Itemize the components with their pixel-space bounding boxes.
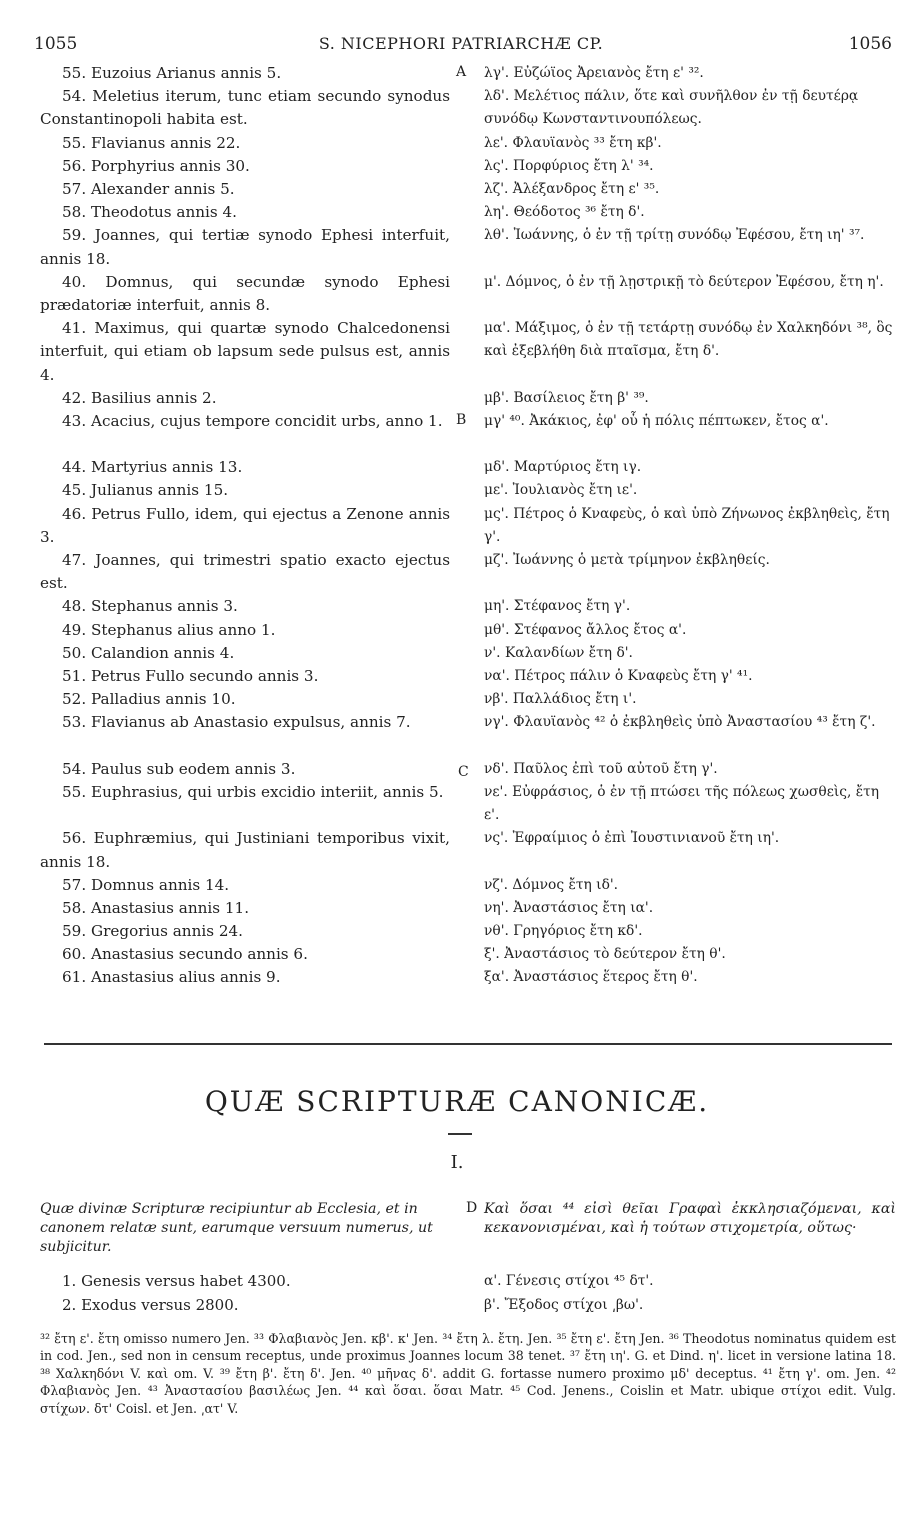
books-latin	[40, 1269, 452, 1317]
greek-entry: μβ'. Βασίλειος ἔτη β' ³⁹.	[484, 389, 649, 406]
greek-entry: λγ'. Εὐζώϊος Ἀρειανὸς ἔτη ε' ³².	[484, 65, 704, 81]
latin-entry: 49. Stephanus alius anno 1.	[62, 620, 276, 639]
margin-marker-b: B	[456, 412, 467, 428]
latin-entry: 41. Maximus, qui quartæ synodo Chalcedonensi interfuit, qui etiam ob lapsum sede pulsus est, annis 4.	[40, 319, 450, 384]
greek-entry: μς'. Πέτρος ὁ Κναφεὺς, ὁ καὶ ὑπὸ Ζήνωνος ἐκβληθεὶς, ἔτη γ'.	[484, 505, 890, 545]
greek-entry: λθ'. Ἰωάννης, ὁ ἐν τῇ τρίτῃ συνόδῳ Ἐφέσου, ἔτη ιη' ³⁷.	[484, 227, 865, 244]
greek-entry: μα'. Μάξιμος, ὁ ἐν τῇ τετάρτῃ συνόδῳ ἐν Χαλκηδόνι ³⁸, ὃς καὶ ἐξεβλήθη διὰ πταῖσμα, ἔτη δ'.	[484, 320, 893, 360]
greek-entry: λε'. Φλαυϊανὸς ³³ ἔτη κβ'.	[484, 134, 662, 151]
book-greek: α'. Γένεσις στίχοι ⁴⁵ δτ'.	[484, 1273, 654, 1289]
section-divider	[44, 1043, 892, 1045]
greek-entry: νε'. Εὐφράσιος, ὁ ἐν τῇ πτώσει τῆς πόλεως χωσθεὶς, ἔτη ε'.	[484, 783, 880, 824]
page-header	[30, 34, 892, 56]
greek-entry: ν'. Καλανδίων ἔτη δ'.	[484, 644, 633, 661]
greek-entry: λς'. Πορφύριος ἔτη λ' ³⁴.	[484, 157, 654, 174]
latin-entry: 51. Petrus Fullo secundo annis 3.	[62, 667, 319, 685]
greek-entry: νγ'. Φλαυϊανὸς ⁴² ὁ ἐκβληθεὶς ὑπὸ Ἀναστασίου ⁴³ ἔτη ζ'.	[484, 714, 876, 731]
latin-entry: 58. Theodotus annis 4.	[62, 203, 237, 222]
margin-marker-a: A	[456, 64, 467, 80]
latin-entry: 42. Basilius annis 2.	[62, 388, 217, 407]
greek-column	[484, 62, 894, 990]
latin-entry: 40. Domnus, qui secundæ synodo Ephesi prædatoriæ interfuit, annis 8.	[40, 272, 450, 314]
latin-entry: 45. Julianus annis 15.	[62, 481, 229, 500]
greek-entry: μδ'. Μαρτύριος ἔτη ιγ.	[484, 459, 642, 476]
greek-entry: νθ'. Γρηγόριος ἔτη κδ'.	[484, 923, 643, 940]
page-number-left: 1055	[34, 34, 78, 54]
latin-entry: 48. Stephanus annis 3.	[62, 597, 238, 616]
latin-entry: 46. Petrus Fullo, idem, qui ejectus a Zenone annis 3.	[40, 504, 450, 546]
books-greek	[484, 1269, 896, 1317]
latin-entry: 54. Meletius iterum, tunc etiam secundo synodus Constantinopoli habita est.	[40, 87, 450, 129]
latin-entry: 57. Domnus annis 14.	[62, 875, 230, 894]
latin-entry: 59. Gregorius annis 24.	[62, 922, 243, 941]
running-title: S. NICEPHORI PATRIARCHÆ CP.	[318, 34, 604, 53]
intro-latin: Quæ divinæ Scripturæ recipiuntur ab Ecclesia, et in canonem relatæ sunt, earumque versuum numerus, ut subjicitur.	[40, 1201, 433, 1255]
greek-entry: μζ'. Ἰωάννης ὁ μετὰ τρίμηνον ἐκβληθείς.	[484, 552, 770, 569]
latin-entry: 57. Alexander annis 5.	[62, 179, 235, 198]
section-number: I.	[450, 1152, 464, 1173]
latin-entry: 56. Euphræmius, qui Justiniani temporibus vixit, annis 18.	[40, 829, 450, 871]
greek-entry: μη'. Στέφανος ἔτη γ'.	[484, 598, 631, 615]
latin-entry: 54. Paulus sub eodem annis 3.	[62, 759, 296, 778]
latin-entry: 60. Anastasius secundo annis 6.	[62, 945, 308, 964]
latin-entry: 43. Acacius, cujus tempore concidit urbs, anno 1.	[62, 411, 443, 430]
section-title: QUÆ SCRIPTURÆ CANONICÆ.	[204, 1085, 710, 1118]
footnotes: ³² ἔτη ε'. ἔτη omisso numero Jen. ³³ Φλαβιανὸς Jen. κβ'. κ' Jen. ³⁴ ἔτη λ. ἔτη. Jen. ³⁵ ἔτη ε'. ἔτη Jen. ³⁶ Theodotus nominatus quidem est in cod. Jen., sed non in censum receptus, unde proximus Joannes locum 38 tenet. ³⁷ ἔτη ιη'. G. et Dind. η'. licet in versione latina 18. ³⁸ Χαλκηδόνι V. καὶ om. V. ³⁹ ἔτη β'. ἔτη δ'. Jen. ⁴⁰ μῆνας δ'. addit G. fortasse numero proximo μδ' deceptus. ⁴¹ ἔτη γ'. om. Jen. ⁴² Φλαβιανὸς Jen. ⁴³ Ἀναστασίου βασιλέως Jen. ⁴⁴ καὶ ὅσαι. ὅσαι Matr. ⁴⁵ Cod. Jenens., Coislin et Matr. ubique στίχοι edit. Vulg. στίχων. δτ' Coisl. et Jen. ͵ατ' V.	[40, 1331, 896, 1416]
intro-greek: Καὶ ὅσαι ⁴⁴ εἰσὶ θεῖαι Γραφαὶ ἐκκλησιαζόμεναι, καὶ κεκανονισμέναι, καὶ ἡ τούτων στιχομετρία, οὕτως·	[484, 1201, 896, 1236]
margin-marker-c: C	[458, 764, 469, 780]
greek-entry: μγ' ⁴⁰. Ἀκάκιος, ἐφ' οὗ ἡ πόλις πέπτωκεν, ἔτος α'.	[484, 412, 829, 429]
page-number-right: 1056	[848, 34, 892, 54]
book-latin: 2. Exodus versus 2800.	[62, 1296, 239, 1314]
latin-entry: 56. Porphyrius annis 30.	[62, 156, 250, 175]
greek-entry: λζ'. Ἀλέξανδρος ἔτη ε' ³⁵.	[484, 180, 660, 197]
latin-column	[40, 62, 450, 990]
short-divider	[448, 1133, 472, 1135]
greek-entry: λη'. Θεόδοτος ³⁶ ἔτη δ'.	[484, 204, 645, 221]
greek-entry: μθ'. Στέφανος ἄλλος ἔτος α'.	[484, 621, 687, 638]
latin-entry: 58. Anastasius annis 11.	[62, 898, 250, 917]
greek-entry: νζ'. Δόμνος ἔτη ιδ'.	[484, 876, 619, 893]
greek-entry: λδ'. Μελέτιος πάλιν, ὅτε καὶ συνῆλθον ἐν τῇ δευτέρᾳ συνόδῳ Κωνσταντινουπόλεως.	[484, 88, 859, 128]
latin-entry: 47. Joannes, qui trimestri spatio exacto ejectus est.	[40, 551, 450, 593]
greek-entry: ξ'. Ἀναστάσιος τὸ δεύτερον ἔτη θ'.	[484, 946, 726, 963]
latin-entry: 61. Anastasius alius annis 9.	[62, 968, 281, 987]
margin-marker-d: D	[466, 1200, 478, 1216]
latin-entry: 53. Flavianus ab Anastasio expulsus, annis 7.	[62, 713, 411, 732]
greek-entry: να'. Πέτρος πάλιν ὁ Κναφεὺς ἔτη γ' ⁴¹.	[484, 668, 753, 684]
greek-entry: με'. Ἰουλιανὸς ἔτη ιε'.	[484, 482, 638, 499]
latin-entry: 55. Euzoius Arianus annis 5.	[62, 64, 282, 82]
latin-entry: 52. Palladius annis 10.	[62, 690, 236, 709]
greek-entry: ξα'. Ἀναστάσιος ἕτερος ἔτη θ'.	[484, 969, 698, 986]
greek-entry: νδ'. Παῦλος ἐπὶ τοῦ αὐτοῦ ἔτη γ'.	[484, 760, 718, 777]
latin-entry: 55. Euphrasius, qui urbis excidio interiit, annis 5.	[62, 782, 444, 801]
greek-entry: νς'. Ἐφραίμιος ὁ ἐπὶ Ἰουστινιανοῦ ἔτη ιη'.	[484, 830, 780, 847]
greek-entry: μ'. Δόμνος, ὁ ἐν τῇ λῃστρικῇ τὸ δεύτερον Ἐφέσου, ἔτη η'.	[484, 273, 884, 290]
book-latin: 1. Genesis versus habet 4300.	[62, 1272, 291, 1290]
greek-entry: νβ'. Παλλάδιος ἔτη ι'.	[484, 691, 637, 708]
latin-entry: 59. Joannes, qui tertiæ synodo Ephesi interfuit, annis 18.	[40, 226, 450, 268]
book-greek: β'. Ἔξοδος στίχοι ͵βω'.	[484, 1297, 644, 1313]
greek-entry: νη'. Ἀναστάσιος ἔτη ια'.	[484, 899, 654, 916]
latin-entry: 55. Flavianus annis 22.	[62, 133, 241, 152]
latin-entry: 44. Martyrius annis 13.	[62, 458, 243, 477]
latin-entry: 50. Calandion annis 4.	[62, 643, 235, 662]
